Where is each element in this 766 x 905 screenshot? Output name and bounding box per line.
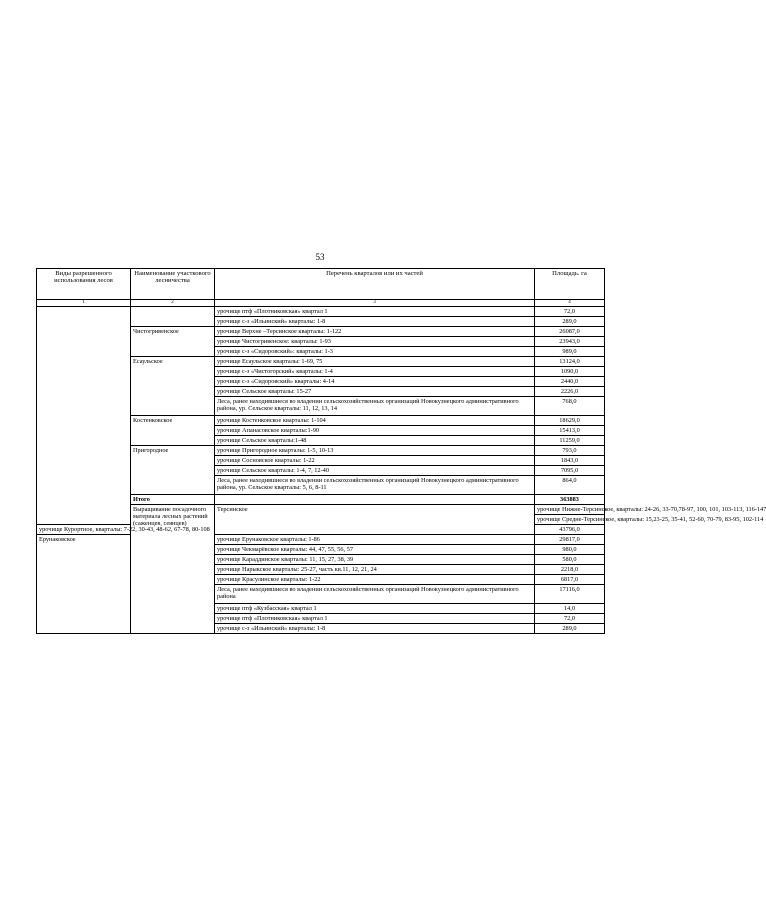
quarters-cell: Леса, ранее находившиеся во владении сельскохозяйственных организаций Новокузнецкого административного района, ур. Сельское кварталы: 11, 12, 13, 14 (215, 397, 535, 416)
forestry-cell: Чистогривенское (131, 327, 215, 357)
quarters-cell: урочище Чистогривенское: кварталы: 1-93 (215, 337, 535, 347)
forestry-cell: Пригородное (131, 446, 215, 495)
total-label: Итого (131, 495, 215, 505)
quarters-cell: урочище Есаульское кварталы: 1-69, 75 (215, 357, 535, 367)
area-cell: 26087,0 (535, 327, 605, 337)
use-type-cell: Выращивание посадочного материала лесных растений (саженцев, сеянцев) (131, 505, 215, 634)
column-number: 2 (131, 300, 215, 307)
area-cell: 7095,0 (535, 466, 605, 476)
area-cell: 72,0 (535, 614, 605, 624)
quarters-cell: урочище Верхне –Терсинское кварталы: 1-122 (215, 327, 535, 337)
area-cell: 289,0 (535, 624, 605, 634)
forestry-cell: Ерунаковское (37, 535, 131, 634)
quarters-cell: урочище Пригородное кварталы: 1-5, 10-13 (215, 446, 535, 456)
quarters-cell: урочище с-з «Ильинский» кварталы: 1-8 (215, 624, 535, 634)
area-cell: 980,0 (535, 545, 605, 555)
quarters-cell: урочище с-з «Чистогорский» кварталы: 1-4 (215, 367, 535, 377)
quarters-cell: урочище Ерунаковское кварталы: 1-86 (215, 535, 535, 545)
quarters-cell: урочище Нарыкское кварталы: 25-27, часть кв.11, 12, 21, 24 (215, 565, 535, 575)
quarters-cell: урочище Сосновское кварталы: 1-22 (215, 456, 535, 466)
quarters-cell: урочище Сельское кварталы: 15-27 (215, 387, 535, 397)
quarters-cell: урочище Костенковское кварталы: 1-104 (215, 416, 535, 426)
forestry-cell (131, 307, 215, 327)
header-forestry: Наименование участкового лесничества (131, 269, 215, 300)
forestry-cell: Костенковское (131, 416, 215, 446)
quarters-cell: урочище Сельское кварталы:1-48 (215, 436, 535, 446)
quarters-cell: Леса, ранее находившиеся во владении сельскохозяйственных организаций Новокузнецкого административного района (215, 585, 535, 604)
quarters-cell: урочище Красулинское кварталы: 1-22 (215, 575, 535, 585)
column-number: 1 (37, 300, 131, 307)
quarters-cell: Леса, ранее находившиеся во владении сельскохозяйственных организаций Новокузнецкого административного района, ур. Сельское кварталы: 5, 6, 8-11 (215, 476, 535, 495)
area-cell: 43796,0 (535, 525, 605, 535)
area-cell: 864,0 (535, 476, 605, 495)
total-value: 363883 (535, 495, 605, 505)
area-cell: 1090,0 (535, 367, 605, 377)
quarters-cell: урочище с-з «Сидоровский»: кварталы: 1-3 (215, 347, 535, 357)
quarters-cell: урочище Чекмарёвское кварталы: 44, 47, 55, 56, 57 (215, 545, 535, 555)
area-cell: 13124,0 (535, 357, 605, 367)
area-cell: 793,0 (535, 446, 605, 456)
area-cell: 2226,0 (535, 387, 605, 397)
area-cell: 2218,0 (535, 565, 605, 575)
area-cell: 2440,0 (535, 377, 605, 387)
area-cell: 11259,0 (535, 436, 605, 446)
quarters-cell: урочище птф «Плотниковская» квартал 1 (215, 307, 535, 317)
area-cell: 14,0 (535, 604, 605, 614)
table-row (37, 307, 605, 317)
area-cell: 17116,0 (535, 585, 605, 604)
quarters-cell: урочище Средне-Терсинское, кварталы: 15,23-25, 35-41, 52-60, 70-79, 83-95, 102-114 (535, 515, 605, 525)
column-number: 3 (215, 300, 535, 307)
forest-use-table (36, 268, 766, 634)
header-area: Площадь. га (535, 269, 605, 300)
quarters-cell: урочище Курортное, кварталы: 7-22, 30-43, 48-62, 67-78, 80-108 (37, 525, 131, 535)
area-cell: 29817,0 (535, 535, 605, 545)
column-number: 4 (535, 300, 605, 307)
forestry-cell: Терсинское (215, 505, 535, 535)
area-cell: 6817,0 (535, 575, 605, 585)
area-cell: 23943,0 (535, 337, 605, 347)
area-cell: 289,0 (535, 317, 605, 327)
quarters-cell: урочище Сельское кварталы: 1-4, 7, 12-40 (215, 466, 535, 476)
area-cell: 1843,0 (535, 456, 605, 466)
total-quarters-cell (215, 495, 535, 505)
area-cell: 989,0 (535, 347, 605, 357)
quarters-cell: урочище Апанасовское кварталы:1-90 (215, 426, 535, 436)
table-header-row (37, 269, 605, 300)
quarters-cell: урочище Нижне-Терсинское, кварталы: 24-26, 33-70,78-97, 100, 101, 103-113, 116-147 (535, 505, 605, 515)
quarters-cell: урочище с-з «Ильинский» кварталы: 1-8 (215, 317, 535, 327)
quarters-cell: урочище птф «Плотниковская» квартал 1 (215, 614, 535, 624)
column-number-row (37, 300, 605, 307)
page-number: 53 (315, 252, 325, 262)
area-cell: 580,0 (535, 555, 605, 565)
header-use-type: Виды разрешенного использования лесов (37, 269, 131, 300)
area-cell: 768,0 (535, 397, 605, 416)
header-quarters: Перечень кварталов или их частей (215, 269, 535, 300)
quarters-cell: урочище Караддинское кварталы: 11, 15, 27, 38, 39 (215, 555, 535, 565)
forestry-cell: Есаульское (131, 357, 215, 416)
area-cell: 15413,0 (535, 426, 605, 436)
quarters-cell: урочище с-з «Сидоровский» кварталы: 4-14 (215, 377, 535, 387)
table-row (37, 535, 605, 545)
quarters-cell: урочище птф «Кузбасская» квартал 1 (215, 604, 535, 614)
area-cell: 72,0 (535, 307, 605, 317)
area-cell: 18629,0 (535, 416, 605, 426)
use-type-cell (37, 307, 131, 525)
